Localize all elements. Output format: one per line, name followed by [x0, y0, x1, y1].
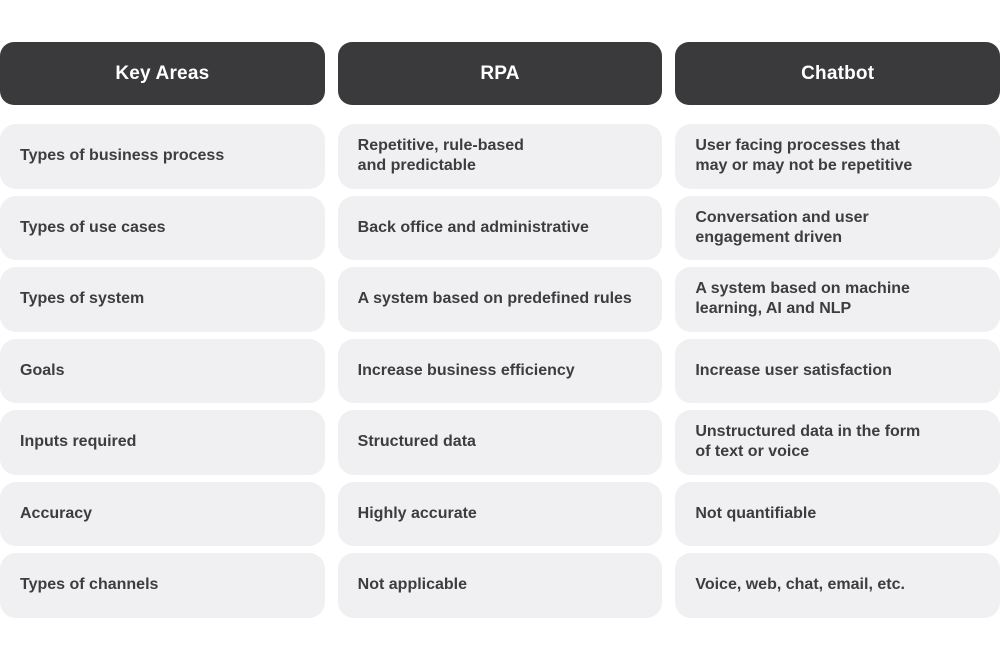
- chatbot-cell: [675, 124, 1000, 189]
- key-area-cell: [0, 410, 325, 475]
- cell-text: Structured data: [357, 433, 476, 451]
- key-area-cell: [0, 124, 325, 189]
- table-row: [0, 267, 1000, 332]
- chatbot-cell: [675, 553, 1000, 618]
- key-area-cell: [0, 267, 325, 332]
- header-row: [0, 42, 1000, 105]
- cell-text: Goals: [20, 361, 65, 379]
- header-rpa: RPA: [338, 42, 663, 105]
- key-area-cell: [0, 196, 325, 261]
- cell-text: Voice, web, chat, email, etc.: [695, 576, 905, 594]
- rpa-cell: [338, 339, 663, 404]
- cell-text: Conversation and user engagement driven: [695, 208, 869, 246]
- rpa-cell: [338, 267, 663, 332]
- cell-text: Not quantifiable: [695, 504, 817, 522]
- cell-text: Types of channels: [20, 576, 159, 594]
- rpa-cell: [338, 124, 663, 189]
- chatbot-cell: [675, 410, 1000, 475]
- key-area-cell: [0, 482, 325, 547]
- header-key-areas: Key Areas: [0, 42, 325, 105]
- table-row: [0, 410, 1000, 475]
- cell-text: User facing processes that may or may not be repetitive: [695, 137, 913, 175]
- rpa-cell: [338, 553, 663, 618]
- cell-text: Inputs required: [20, 433, 137, 451]
- chatbot-cell: [675, 482, 1000, 547]
- table-row: [0, 339, 1000, 404]
- cell-text: Not applicable: [357, 576, 468, 594]
- rpa-cell: [338, 196, 663, 261]
- rpa-cell: [338, 482, 663, 547]
- chatbot-cell: [675, 339, 1000, 404]
- cell-text: Accuracy: [20, 504, 93, 522]
- comparison-table: [0, 42, 1000, 618]
- cell-text: Repetitive, rule-based and predictable: [357, 137, 524, 175]
- table-row: [0, 482, 1000, 547]
- header-chatbot: Chatbot: [675, 42, 1000, 105]
- cell-text: Back office and administrative: [357, 218, 589, 236]
- cell-text: A system based on predefined rules: [357, 290, 632, 308]
- table-row: [0, 553, 1000, 618]
- cell-text: Highly accurate: [357, 504, 477, 522]
- chatbot-cell: [675, 196, 1000, 261]
- cell-text: Unstructured data in the form of text or voice: [695, 423, 921, 461]
- key-area-cell: [0, 553, 325, 618]
- table-row: [0, 196, 1000, 261]
- rpa-cell: [338, 410, 663, 475]
- table-body: [0, 124, 1000, 618]
- cell-text: A system based on machine learning, AI and NLP: [695, 280, 910, 318]
- cell-text: Types of use cases: [20, 218, 166, 236]
- cell-text: Types of system: [20, 290, 145, 308]
- chatbot-cell: [675, 267, 1000, 332]
- table-row: [0, 124, 1000, 189]
- cell-text: Increase user satisfaction: [695, 361, 892, 379]
- cell-text: Increase business efficiency: [357, 361, 575, 379]
- key-area-cell: [0, 339, 325, 404]
- cell-text: Types of business process: [20, 147, 225, 165]
